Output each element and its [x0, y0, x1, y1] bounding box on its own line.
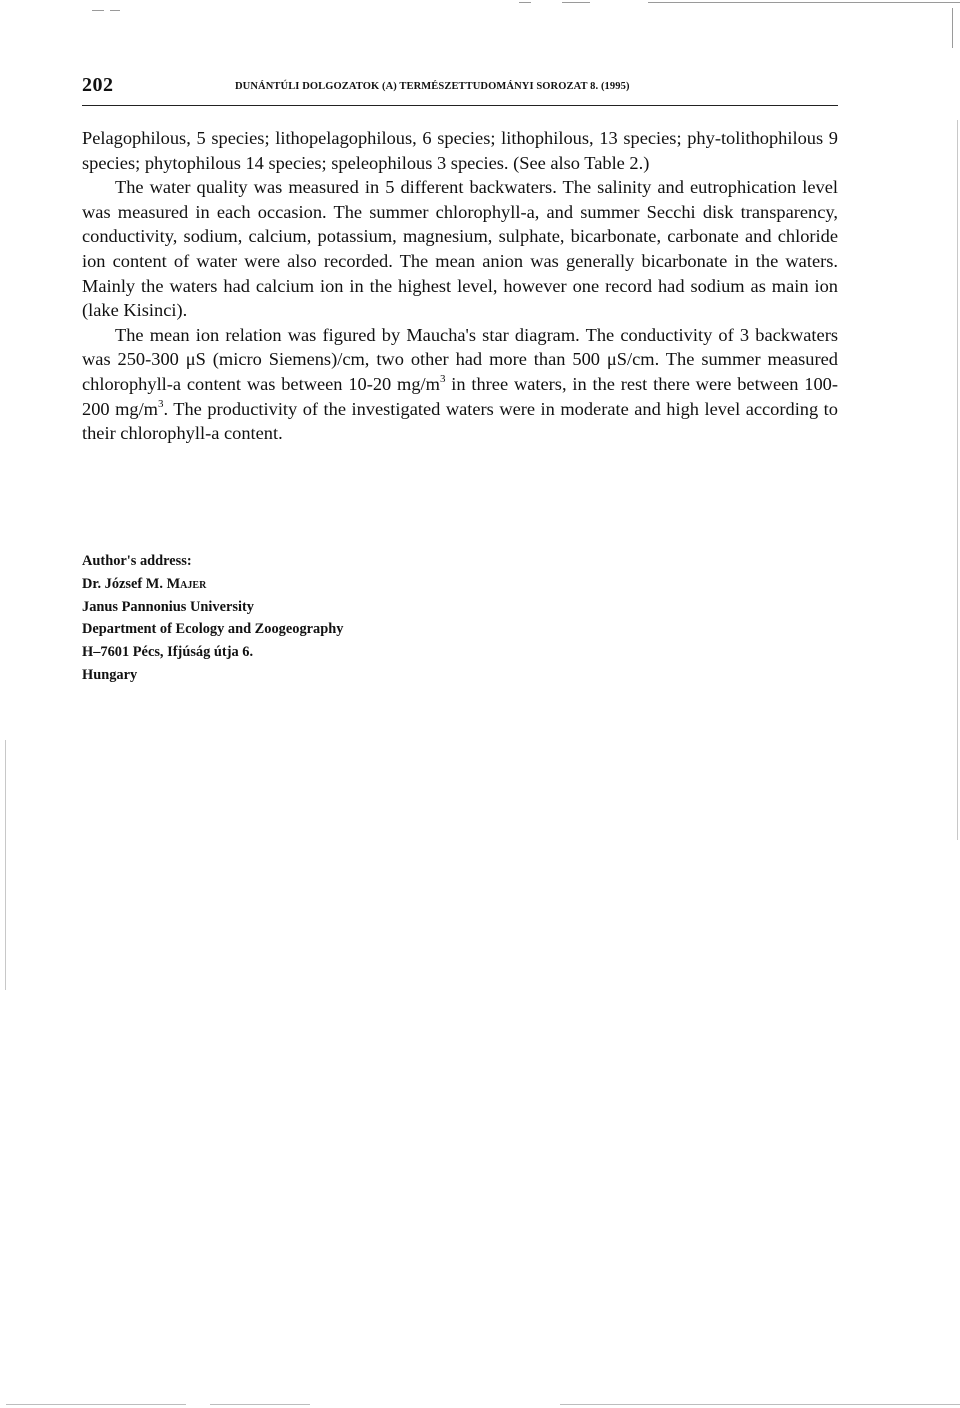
running-head: DUNÁNTÚLI DOLGOZATOK (A) TERMÉSZETTUDOMÁNYI SOROZAT 8. (1995) [235, 81, 630, 92]
paragraph-ion-relation [82, 323, 838, 446]
author-name [82, 573, 343, 596]
author-name-first: Dr. József M. [82, 575, 167, 592]
page-number: 202 [82, 74, 114, 96]
header-rule [82, 105, 838, 106]
paragraph-water-quality: The water quality was measured in 5 different backwaters. The salinity and eutrophication level was measured in each occasion. The summer chlorophyll-a, and summer Secchi disk transparency, conductivity, sodium, calcium, potassium, magnesium, sulphate, bicarbonate, carbonate and chloride ion content of water were also recorded. The mean anion was generally bicarbonate in the waters. Mainly the waters had calcium ion in the highest level, however one record had sodium as main ion (lake Kisinci). [82, 177, 838, 321]
scan-mark-top-2 [110, 10, 120, 11]
paragraph-ion-relation-part-a: The mean ion relation was figured by Maucha's star diagram. The conductivity of 3 backwaters was 250-300 μS (micro Siemens)/cm, two other had more than 500 μS/cm. The summer measured chlorophyll-a content was between 10-20 mg/m [82, 324, 838, 394]
paragraph-ion-relation-part-c: . The productivity of the investigated waters were in moderate and high level according to their chlorophyll-a content. [82, 398, 838, 444]
author-surname: Majer [166, 575, 207, 592]
paragraph-ion-relation-part-b: in three waters, in the rest there were between 100-200 mg/m [82, 373, 838, 419]
scan-edge-bottom-3 [560, 1404, 960, 1405]
address-street: H–7601 Pécs, Ifjúság útja 6. [82, 644, 254, 661]
scan-mark-top-3 [519, 2, 531, 3]
scan-edge-bottom-1 [6, 1404, 186, 1405]
scan-mark-top-4 [562, 2, 590, 3]
page-header-row [82, 74, 838, 104]
scan-edge-right-2 [957, 120, 958, 840]
address-heading: Author's address: [82, 553, 192, 569]
scan-edge-right-1 [952, 8, 953, 48]
superscript-cubed: 3 [158, 397, 164, 410]
scan-edge-left [5, 740, 6, 990]
scan-mark-top-1 [92, 10, 104, 11]
address-university: Janus Pannonius University [82, 598, 254, 615]
superscript-cubed: 3 [439, 372, 446, 385]
scan-edge-bottom-2 [210, 1404, 310, 1405]
article-body [82, 126, 838, 446]
scan-mark-top-5 [648, 2, 960, 3]
author-address [82, 550, 343, 687]
paragraph-species-list: Pelagophilous, 5 species; lithopelagophilous, 6 species; lithophilous, 13 species; phy-tolithophilous 9 species; phytophilous 14 species; speleophilous 3 species. (See also Table 2.) [82, 128, 838, 173]
address-country: Hungary [82, 666, 138, 683]
address-department: Department of Ecology and Zoogeography [82, 621, 344, 638]
